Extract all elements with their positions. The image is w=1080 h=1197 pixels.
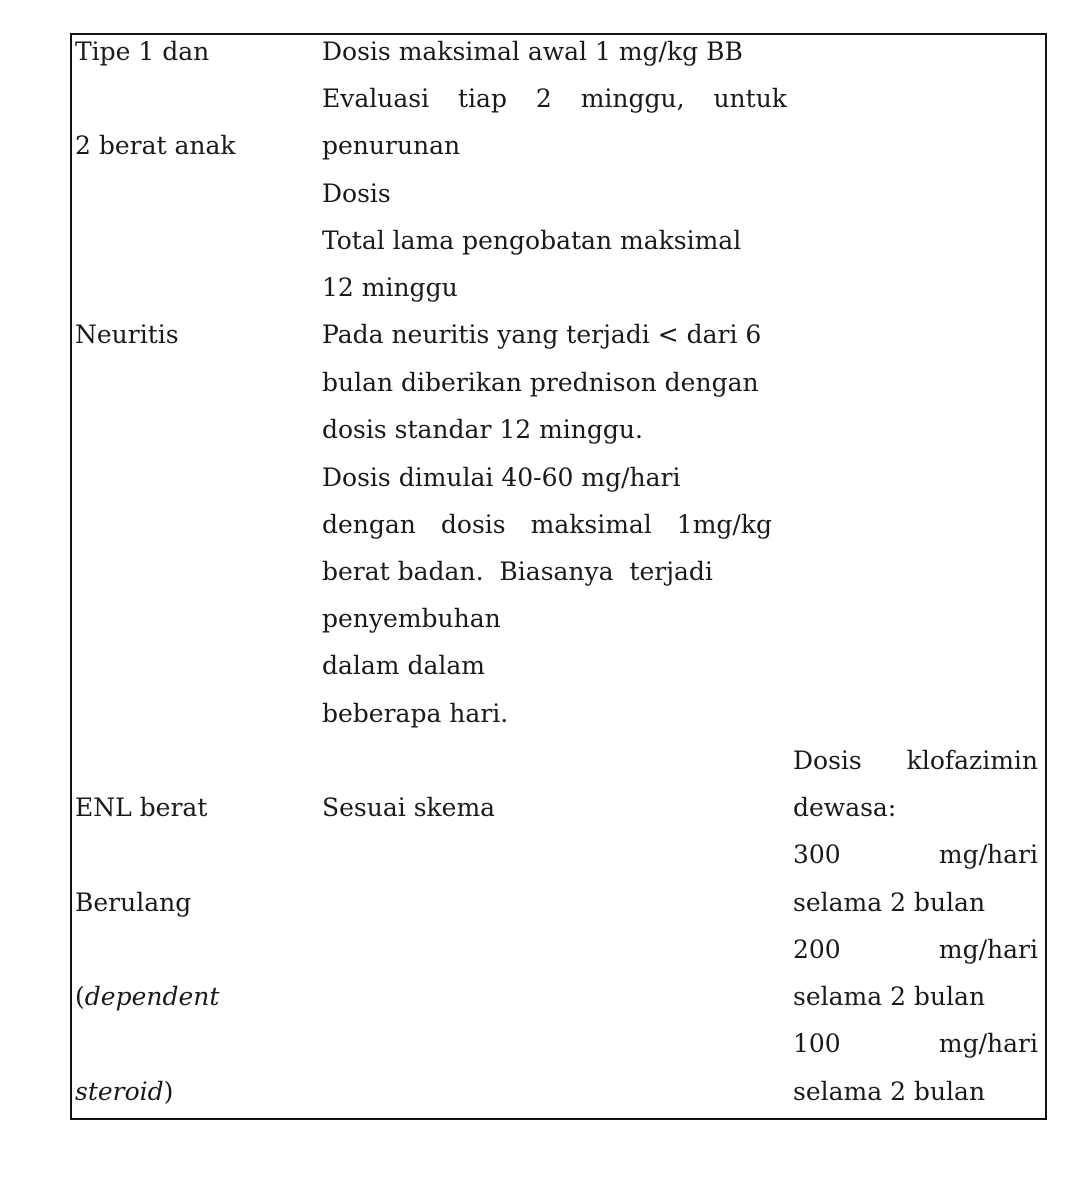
row2-treatment-line4: Dosis dimulai 40-60 mg/hari [322, 463, 681, 492]
row3-notes-line3: 300 mg/hari [793, 840, 1038, 869]
row1-treatment-line6: 12 minggu [322, 273, 458, 302]
row2-treatment-line8: dalam dalam [322, 651, 485, 680]
row1-condition-line2: 2 berat anak [75, 131, 236, 160]
row1-treatment-line4: Dosis [322, 179, 391, 208]
row3-condition-line4: steroid) [75, 1077, 174, 1106]
row1-treatment-line1: Dosis maksimal awal 1 mg/kg BB [322, 37, 743, 66]
row2-treatment-line9: beberapa hari. [322, 699, 509, 728]
row3-treatment: Sesuai skema [322, 793, 496, 822]
row3-notes-line8: selama 2 bulan [793, 1077, 986, 1106]
row2-treatment-line3: dosis standar 12 minggu. [322, 415, 643, 444]
row1-treatment-line2: Evaluasi tiap 2 minggu, untuk [322, 84, 787, 113]
row1-treatment-line5: Total lama pengobatan maksimal [322, 226, 742, 255]
row3-notes-line4: selama 2 bulan [793, 888, 986, 917]
row1-condition-line1: Tipe 1 dan [75, 37, 210, 66]
row3-condition-line1: ENL berat [75, 793, 208, 822]
row2-condition: Neuritis [75, 320, 179, 349]
row2-treatment-line5: dengan dosis maksimal 1mg/kg [322, 510, 772, 539]
row3-notes-line2: dewasa: [793, 793, 897, 822]
row1-treatment-line3: penurunan [322, 131, 461, 160]
row3-notes-line5: 200 mg/hari [793, 935, 1038, 964]
row3-notes-line1: Dosis klofazimin [793, 746, 1038, 775]
row2-treatment-line2: bulan diberikan prednison dengan [322, 368, 759, 397]
row3-notes-line7: 100 mg/hari [793, 1029, 1038, 1058]
row2-treatment-line1: Pada neuritis yang terjadi < dari 6 [322, 320, 762, 349]
row3-notes-line6: selama 2 bulan [793, 982, 986, 1011]
row3-condition-line2: Berulang [75, 888, 192, 917]
row2-treatment-line7: penyembuhan [322, 604, 501, 633]
row3-condition-line3: (dependent [75, 982, 220, 1011]
row2-treatment-line6: berat badan. Biasanya terjadi [322, 557, 713, 586]
